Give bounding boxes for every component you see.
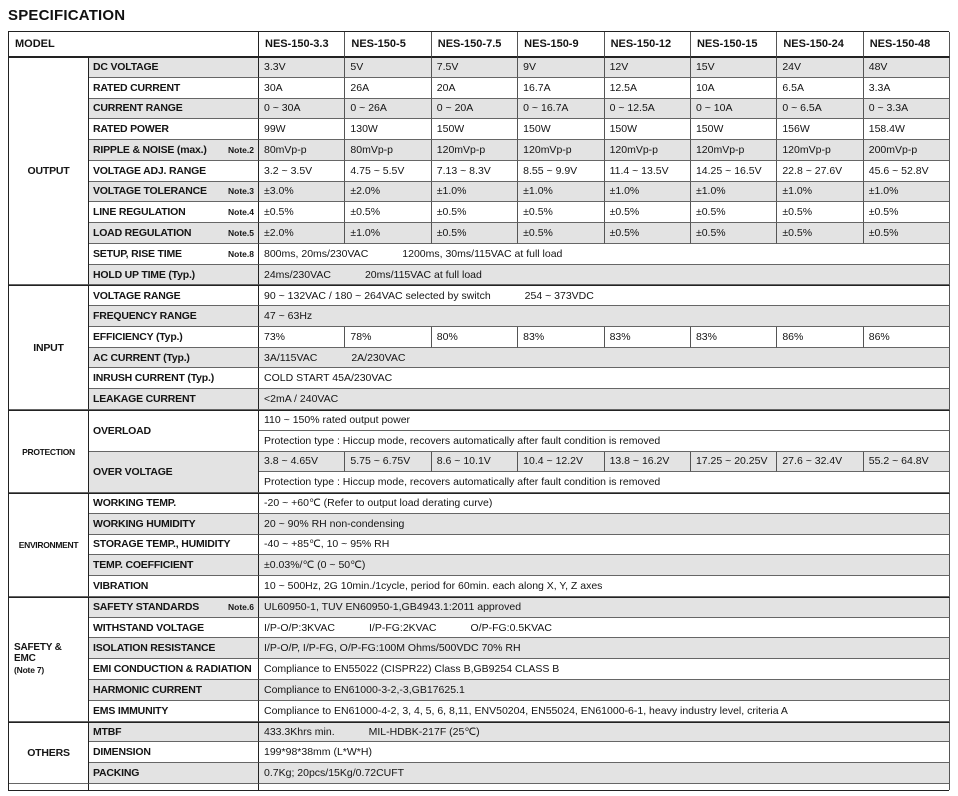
value-cell: 27.6 ~ 32.4V bbox=[777, 452, 863, 473]
value-cell: ±0.5% bbox=[777, 223, 863, 244]
value-cell: 120mVp-p bbox=[691, 140, 777, 161]
value-span-cell bbox=[259, 597, 950, 618]
section-label-environment: ENVIRONMENT bbox=[9, 493, 89, 597]
row-label-text: VIBRATION bbox=[93, 580, 149, 593]
value-segment: 20 ~ 90% RH non-condensing bbox=[264, 517, 405, 530]
model-name-nes-150-9: NES-150-9 bbox=[518, 32, 604, 57]
row-label-overload bbox=[89, 410, 259, 452]
row-label-text: EMI CONDUCTION & RADIATION bbox=[93, 663, 252, 676]
row-label-frequency-range bbox=[89, 306, 259, 327]
value-cell: 80% bbox=[432, 327, 518, 348]
row-label-text: VOLTAGE RANGE bbox=[93, 289, 181, 302]
row-label-working-temp bbox=[89, 493, 259, 514]
value-cell: 83% bbox=[605, 327, 691, 348]
value-cell: 0 ~ 30A bbox=[259, 99, 345, 120]
row-label-text: PACKING bbox=[93, 766, 140, 779]
value-cell: 7.13 ~ 8.3V bbox=[432, 161, 518, 182]
value-cell: 86% bbox=[777, 327, 863, 348]
value-cell: 3.3A bbox=[864, 78, 950, 99]
row-label-text: EFFICIENCY (Typ.) bbox=[93, 330, 183, 343]
value-cell: 45.6 ~ 52.8V bbox=[864, 161, 950, 182]
row-label-text: LOAD REGULATION bbox=[93, 227, 192, 239]
value-span-cell bbox=[259, 722, 950, 743]
row-label-voltage-range bbox=[89, 285, 259, 306]
value-segment: -40 ~ +85℃, 10 ~ 95% RH bbox=[264, 538, 390, 551]
value-cell: ±0.5% bbox=[605, 223, 691, 244]
row-label-packing bbox=[89, 763, 259, 784]
row-note: Note.5 bbox=[228, 228, 254, 238]
value-segment: 110 ~ 150% rated output power bbox=[264, 414, 411, 427]
value-cell: 16.7A bbox=[518, 78, 604, 99]
row-label-setup-rise-time bbox=[89, 244, 259, 265]
value-cell: 158.4W bbox=[864, 119, 950, 140]
value-cell: ±1.0% bbox=[432, 182, 518, 203]
value-cell: 4.75 ~ 5.5V bbox=[345, 161, 431, 182]
row-label-over-voltage bbox=[89, 452, 259, 494]
value-cell: ±0.5% bbox=[777, 202, 863, 223]
section-label-line: SAFETY & bbox=[14, 641, 62, 653]
value-span-cell bbox=[259, 514, 950, 535]
value-span-cell bbox=[259, 701, 950, 722]
value-cell: ±0.5% bbox=[432, 202, 518, 223]
row-label-text: FREQUENCY RANGE bbox=[93, 310, 197, 323]
row-label-temp-coefficient bbox=[89, 555, 259, 576]
value-cell: ±0.5% bbox=[259, 202, 345, 223]
row-label-text: OVERLOAD bbox=[93, 424, 151, 437]
value-segment: O/P-FG:0.5KVAC bbox=[470, 621, 552, 634]
row-label-text: MTBF bbox=[93, 725, 122, 738]
section-label-others: OTHERS bbox=[9, 722, 89, 784]
section-label-line: (Note 7) bbox=[14, 664, 45, 675]
row-note: Note.2 bbox=[228, 144, 254, 155]
value-span-cell bbox=[259, 389, 950, 410]
value-span-cell bbox=[259, 576, 950, 597]
value-segment: 433.3Khrs min. bbox=[264, 725, 335, 738]
value-segment: 2A/230VAC bbox=[351, 351, 406, 364]
value-cell: 14.25 ~ 16.5V bbox=[691, 161, 777, 182]
value-cell: 120mVp-p bbox=[605, 140, 691, 161]
row-label-text: AC CURRENT (Typ.) bbox=[93, 351, 190, 364]
section-label-safety-emc-note-7 bbox=[9, 597, 89, 722]
value-span-cell bbox=[259, 638, 950, 659]
value-span-cell bbox=[259, 348, 950, 369]
row-label-text: TEMP. COEFFICIENT bbox=[93, 559, 194, 572]
value-cell: 20A bbox=[432, 78, 518, 99]
value-cell: ±2.0% bbox=[259, 223, 345, 244]
value-segment: Compliance to EN55022 (CISPR22) Class B,GB9254 CLASS B bbox=[264, 663, 560, 676]
row-label-text: RATED CURRENT bbox=[93, 81, 181, 94]
row-note: Note.6 bbox=[228, 602, 254, 613]
value-cell: 15V bbox=[691, 57, 777, 78]
value-cell: 73% bbox=[259, 327, 345, 348]
value-segment: <2mA / 240VAC bbox=[264, 393, 339, 406]
row-note: Note.8 bbox=[228, 248, 254, 259]
value-cell: 0 ~ 3.3A bbox=[864, 99, 950, 120]
row-label-leakage-current bbox=[89, 389, 259, 410]
value-cell: ±0.5% bbox=[605, 202, 691, 223]
row-label-text: SAFETY STANDARDS bbox=[93, 601, 200, 614]
row-label-text: CURRENT RANGE bbox=[93, 102, 183, 115]
row-label-text: DIMENSION bbox=[93, 746, 151, 759]
value-cell: 3.8 ~ 4.65V bbox=[259, 452, 345, 473]
value-cell: 80mVp-p bbox=[345, 140, 431, 161]
value-cell: ±1.0% bbox=[691, 182, 777, 203]
value-cell: ±0.5% bbox=[691, 202, 777, 223]
row-label-text: HARMONIC CURRENT bbox=[93, 683, 202, 696]
value-segment: 24ms/230VAC bbox=[264, 268, 331, 281]
row-label-safety-standards bbox=[89, 597, 259, 618]
row-label-voltage-tolerance bbox=[89, 182, 259, 203]
value-segment: I/P-FG:2KVAC bbox=[369, 621, 437, 634]
value-cell: 9V bbox=[518, 57, 604, 78]
value-span-cell bbox=[259, 244, 950, 265]
value-segment: MIL-HDBK-217F (25℃) bbox=[368, 725, 480, 738]
model-name-nes-150-48: NES-150-48 bbox=[864, 32, 950, 57]
model-name-nes-150-5: NES-150-5 bbox=[345, 32, 431, 57]
row-label-emi-conduction-radiation bbox=[89, 659, 259, 680]
value-span-cell bbox=[259, 306, 950, 327]
row-label-rated-current bbox=[89, 78, 259, 99]
row-label-dimension bbox=[89, 742, 259, 763]
value-cell: 130W bbox=[345, 119, 431, 140]
value-segment: 10 ~ 500Hz, 2G 10min./1cycle, period for 60min. each along X, Y, Z axes bbox=[264, 580, 603, 593]
row-label-inrush-current-typ bbox=[89, 368, 259, 389]
row-label-storage-temp-humidity bbox=[89, 535, 259, 556]
value-cell: 83% bbox=[518, 327, 604, 348]
value-span-cell bbox=[259, 431, 950, 452]
row-label-hold-up-time-typ bbox=[89, 265, 259, 286]
value-segment: 800ms, 20ms/230VAC bbox=[264, 247, 369, 260]
value-cell: ±0.5% bbox=[864, 223, 950, 244]
value-span-cell bbox=[259, 618, 950, 639]
value-cell: 30A bbox=[259, 78, 345, 99]
value-cell: 120mVp-p bbox=[777, 140, 863, 161]
value-cell: 5.75 ~ 6.75V bbox=[345, 452, 431, 473]
value-segment: 20ms/115VAC at full load bbox=[364, 268, 482, 281]
value-cell: 3.3V bbox=[259, 57, 345, 78]
value-span-cell bbox=[259, 742, 950, 763]
row-label-text: WORKING HUMIDITY bbox=[93, 517, 196, 530]
value-span-cell bbox=[259, 368, 950, 389]
value-segment: 254 ~ 373VDC bbox=[524, 289, 594, 302]
row-label-text: INRUSH CURRENT (Typ.) bbox=[93, 372, 215, 385]
row-label-text: HOLD UP TIME (Typ.) bbox=[93, 268, 195, 281]
value-cell: ±0.5% bbox=[518, 202, 604, 223]
value-cell: 48V bbox=[864, 57, 950, 78]
value-span-cell bbox=[259, 472, 950, 493]
value-cell: 8.55 ~ 9.9V bbox=[518, 161, 604, 182]
value-span-cell bbox=[259, 410, 950, 431]
specification-table bbox=[8, 31, 949, 791]
value-cell: 26A bbox=[345, 78, 431, 99]
value-segment: -20 ~ +60℃ (Refer to output load derating curve) bbox=[264, 497, 493, 510]
value-segment: 1200ms, 30ms/115VAC at full load bbox=[402, 247, 563, 260]
value-segment: 0.7Kg; 20pcs/15Kg/0.72CUFT bbox=[264, 766, 405, 779]
value-cell: 120mVp-p bbox=[518, 140, 604, 161]
value-segment: 3A/115VAC bbox=[264, 351, 318, 364]
row-label-ac-current-typ bbox=[89, 348, 259, 369]
value-cell: 150W bbox=[518, 119, 604, 140]
section-label-protection: PROTECTION bbox=[9, 410, 89, 493]
row-label-text: WITHSTAND VOLTAGE bbox=[93, 621, 204, 634]
model-name-nes-150-7-5: NES-150-7.5 bbox=[432, 32, 518, 57]
value-segment: UL60950-1, TUV EN60950-1,GB4943.1:2011 approved bbox=[264, 601, 522, 614]
row-label-vibration bbox=[89, 576, 259, 597]
value-cell: 3.2 ~ 3.5V bbox=[259, 161, 345, 182]
value-segment: COLD START 45A/230VAC bbox=[264, 372, 393, 385]
row-label-withstand-voltage bbox=[89, 618, 259, 639]
value-cell: 6.5A bbox=[777, 78, 863, 99]
value-cell: 0 ~ 12.5A bbox=[605, 99, 691, 120]
row-label-harmonic-current bbox=[89, 680, 259, 701]
value-cell: 150W bbox=[691, 119, 777, 140]
value-segment: 199*98*38mm (L*W*H) bbox=[264, 746, 372, 759]
value-cell: ±0.5% bbox=[345, 202, 431, 223]
row-label-text: LINE REGULATION bbox=[93, 206, 186, 219]
value-cell: 0 ~ 20A bbox=[432, 99, 518, 120]
model-name-nes-150-15: NES-150-15 bbox=[691, 32, 777, 57]
page-title: SPECIFICATION bbox=[8, 7, 126, 24]
value-cell: 99W bbox=[259, 119, 345, 140]
value-cell: ±0.5% bbox=[864, 202, 950, 223]
value-cell: 55.2 ~ 64.8V bbox=[864, 452, 950, 473]
value-cell: 5V bbox=[345, 57, 431, 78]
value-cell: 150W bbox=[605, 119, 691, 140]
value-cell: ±3.0% bbox=[259, 182, 345, 203]
section-label-output: OUTPUT bbox=[9, 57, 89, 285]
row-label-rated-power bbox=[89, 119, 259, 140]
row-label-ems-immunity bbox=[89, 701, 259, 722]
row-label-text: SETUP, RISE TIME bbox=[93, 247, 182, 260]
row-label-isolation-resistance bbox=[89, 638, 259, 659]
value-span-cell bbox=[259, 285, 950, 306]
model-name-nes-150-12: NES-150-12 bbox=[605, 32, 691, 57]
section-label-input: INPUT bbox=[9, 285, 89, 410]
value-cell: 120mVp-p bbox=[432, 140, 518, 161]
row-label-voltage-adj-range bbox=[89, 161, 259, 182]
row-label-text: DC VOLTAGE bbox=[93, 61, 159, 74]
value-cell: 10.4 ~ 12.2V bbox=[518, 452, 604, 473]
value-segment: I/P-O/P, I/P-FG, O/P-FG:100M Ohms/500VDC 70% RH bbox=[264, 642, 521, 655]
row-label-dc-voltage bbox=[89, 57, 259, 78]
value-cell: ±0.5% bbox=[518, 223, 604, 244]
value-cell: ±1.0% bbox=[605, 182, 691, 203]
row-note: Note.3 bbox=[228, 186, 254, 197]
value-cell: 78% bbox=[345, 327, 431, 348]
value-cell: 0 ~ 6.5A bbox=[777, 99, 863, 120]
model-header-cell: MODEL bbox=[9, 32, 259, 57]
value-cell: 24V bbox=[777, 57, 863, 78]
value-cell: 0 ~ 26A bbox=[345, 99, 431, 120]
value-cell: ±0.5% bbox=[691, 223, 777, 244]
value-cell: 12V bbox=[605, 57, 691, 78]
value-segment: ±0.03%/℃ (0 ~ 50℃) bbox=[264, 559, 366, 572]
value-span-cell bbox=[259, 659, 950, 680]
value-segment: Compliance to EN61000-3-2,-3,GB17625.1 bbox=[264, 683, 465, 696]
row-note: Note.4 bbox=[228, 207, 254, 218]
value-span-cell bbox=[259, 763, 950, 784]
value-cell: 150W bbox=[432, 119, 518, 140]
value-cell: ±1.0% bbox=[777, 182, 863, 203]
model-name-nes-150-3-3: NES-150-3.3 bbox=[259, 32, 345, 57]
row-label-efficiency-typ bbox=[89, 327, 259, 348]
value-segment: I/P-O/P:3KVAC bbox=[264, 621, 335, 634]
value-cell: 156W bbox=[777, 119, 863, 140]
value-cell: 13.8 ~ 16.2V bbox=[605, 452, 691, 473]
value-span-cell bbox=[259, 265, 950, 286]
value-segment: Protection type : Hiccup mode, recovers automatically after fault condition is removed bbox=[264, 476, 661, 489]
row-label-load-regulation bbox=[89, 223, 259, 244]
value-cell: ±1.0% bbox=[864, 182, 950, 203]
row-label-ripple-noise-max bbox=[89, 140, 259, 161]
value-segment: Compliance to EN61000-4-2, 3, 4, 5, 6, 8,11, ENV50204, EN55024, EN61000-6-1, heavy industry level, criteria A bbox=[264, 704, 788, 717]
model-name-nes-150-24: NES-150-24 bbox=[777, 32, 863, 57]
row-label-text: RIPPLE & NOISE (max.) bbox=[93, 143, 207, 156]
value-cell: 10A bbox=[691, 78, 777, 99]
value-span-cell bbox=[259, 535, 950, 556]
value-cell: 8.6 ~ 10.1V bbox=[432, 452, 518, 473]
value-cell: 0 ~ 10A bbox=[691, 99, 777, 120]
row-label-text: LEAKAGE CURRENT bbox=[93, 393, 196, 406]
row-label-line-regulation bbox=[89, 202, 259, 223]
value-cell: 12.5A bbox=[605, 78, 691, 99]
row-label-text: OVER VOLTAGE bbox=[93, 465, 173, 478]
value-cell: ±1.0% bbox=[518, 182, 604, 203]
row-label-text: WORKING TEMP. bbox=[93, 497, 176, 510]
value-cell: 0 ~ 16.7A bbox=[518, 99, 604, 120]
row-label-text: VOLTAGE ADJ. RANGE bbox=[93, 164, 206, 177]
value-cell: 200mVp-p bbox=[864, 140, 950, 161]
value-span-cell bbox=[259, 680, 950, 701]
value-segment: 47 ~ 63Hz bbox=[264, 310, 313, 323]
row-label-text: EMS IMMUNITY bbox=[93, 704, 169, 717]
value-segment: Protection type : Hiccup mode, recovers automatically after fault condition is removed bbox=[264, 434, 661, 447]
value-cell: 7.5V bbox=[432, 57, 518, 78]
section-label-line: EMC bbox=[14, 653, 36, 665]
value-cell: 86% bbox=[864, 327, 950, 348]
row-label-working-humidity bbox=[89, 514, 259, 535]
row-label-mtbf bbox=[89, 722, 259, 743]
value-segment: 90 ~ 132VAC / 180 ~ 264VAC selected by switch bbox=[264, 289, 491, 302]
value-cell: ±1.0% bbox=[345, 223, 431, 244]
value-span-cell bbox=[259, 493, 950, 514]
value-cell: 11.4 ~ 13.5V bbox=[605, 161, 691, 182]
value-cell: 17.25 ~ 20.25V bbox=[691, 452, 777, 473]
value-cell: ±2.0% bbox=[345, 182, 431, 203]
row-label-text: ISOLATION RESISTANCE bbox=[93, 642, 216, 655]
value-cell: 80mVp-p bbox=[259, 140, 345, 161]
row-label-current-range bbox=[89, 99, 259, 120]
row-label-text: RATED POWER bbox=[93, 123, 169, 136]
row-label-text: VOLTAGE TOLERANCE bbox=[93, 185, 207, 198]
value-span-cell bbox=[259, 555, 950, 576]
value-cell: ±0.5% bbox=[432, 223, 518, 244]
value-cell: 22.8 ~ 27.6V bbox=[777, 161, 863, 182]
value-cell: 83% bbox=[691, 327, 777, 348]
row-label-text: STORAGE TEMP., HUMIDITY bbox=[93, 538, 231, 551]
